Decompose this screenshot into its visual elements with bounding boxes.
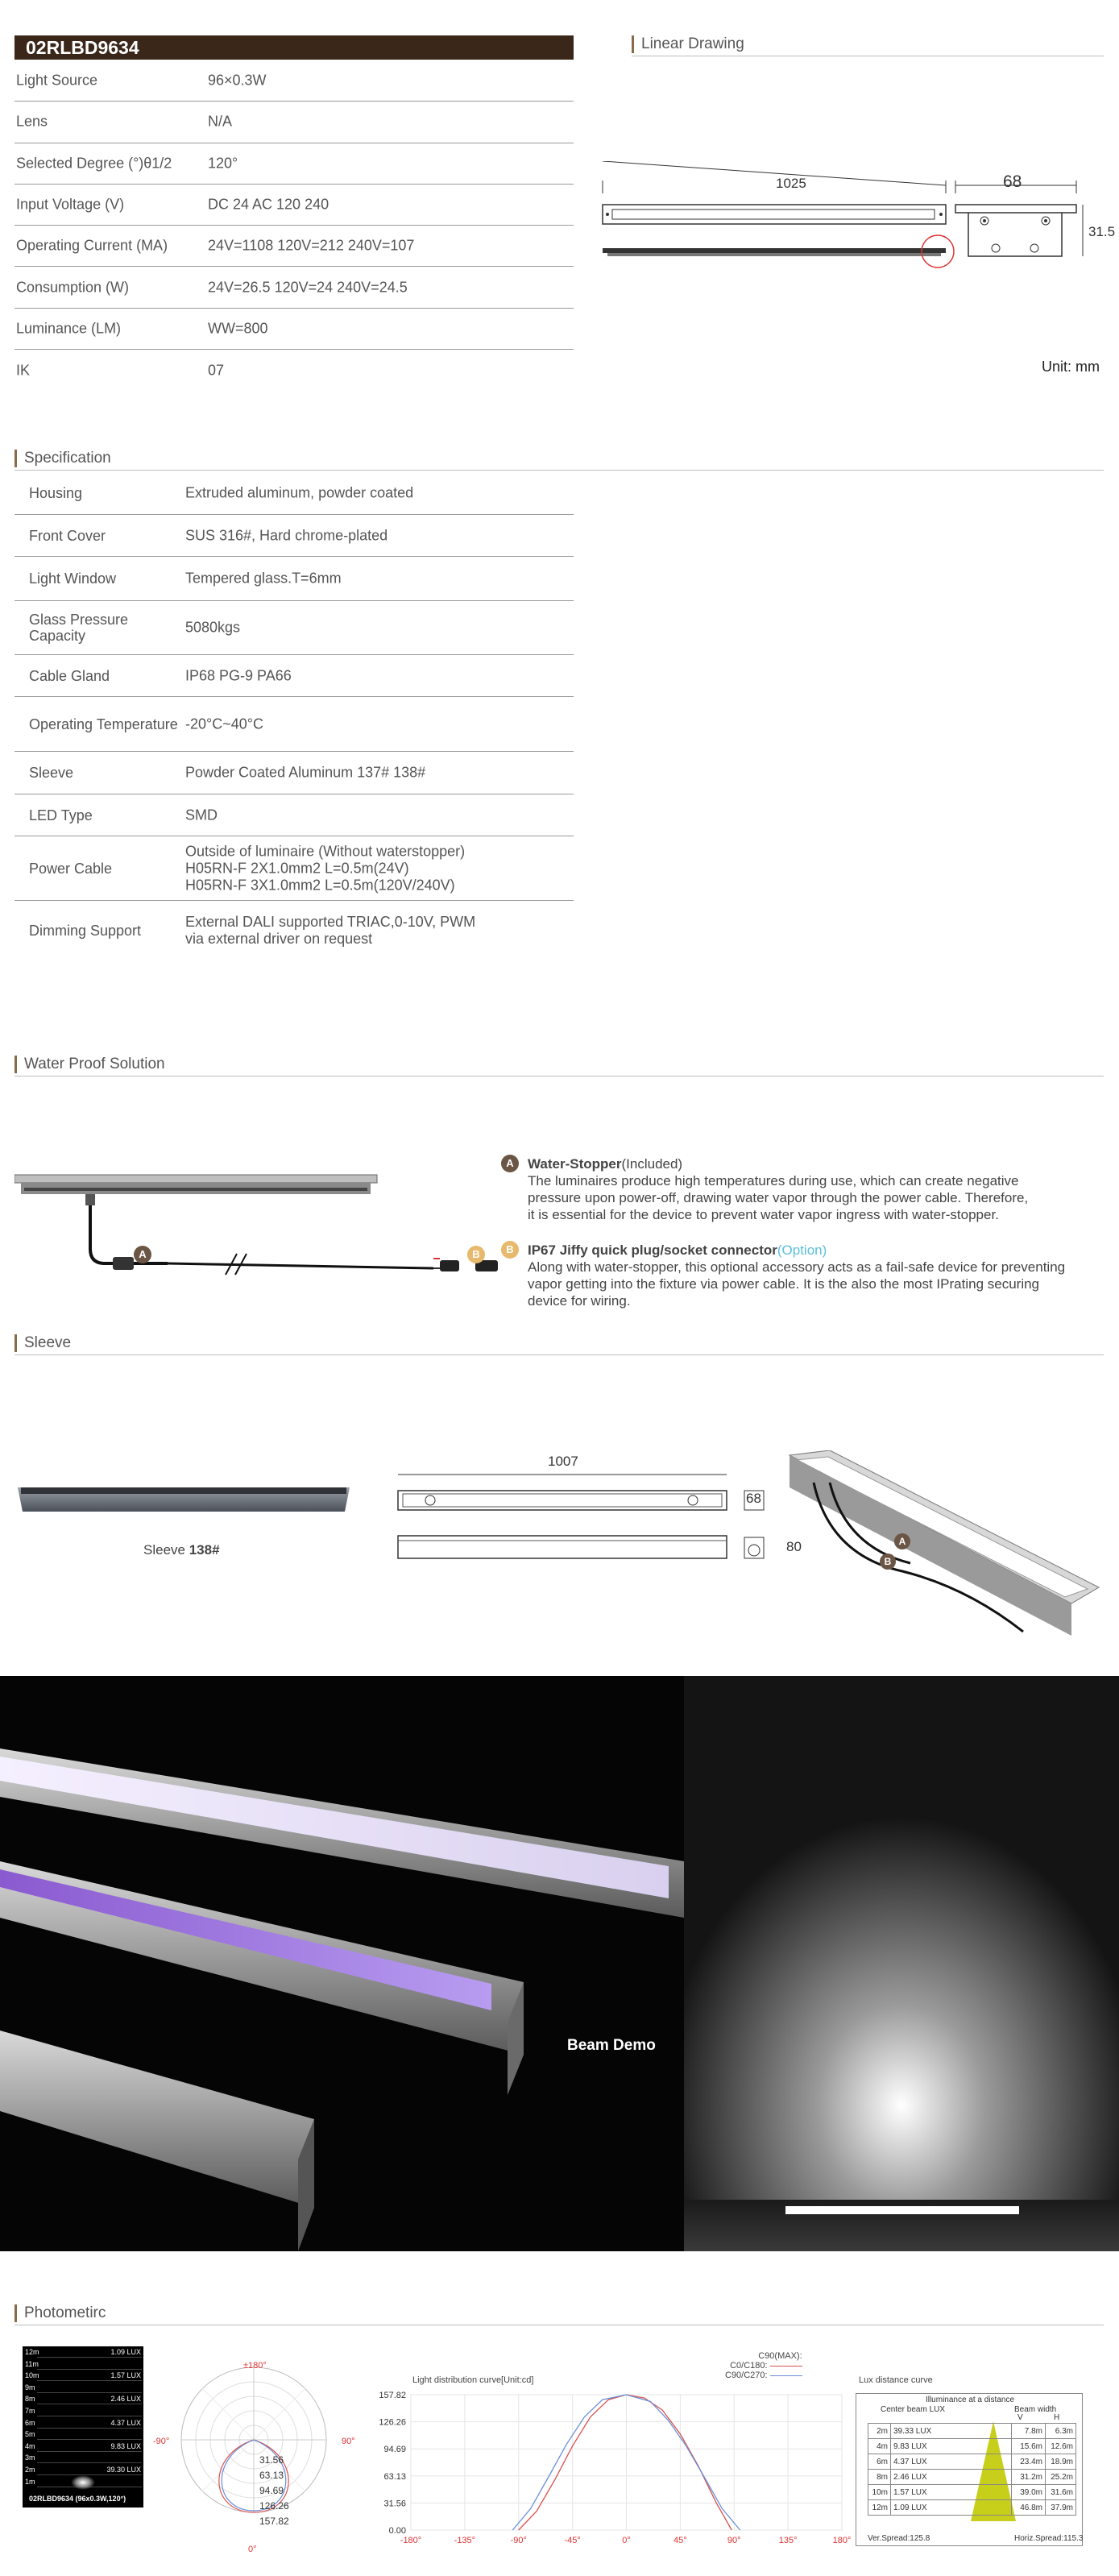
bar-lux: 2.46 LUX [110, 2395, 141, 2404]
lux-cell-h: 18.9m [1046, 2454, 1076, 2470]
chart-title: Light distribution curve[Unit:cd] [412, 2375, 534, 2385]
bar-lux: 4.37 LUX [110, 2418, 141, 2427]
specification-row [15, 794, 574, 836]
photometric-heading: Photometirc [15, 2301, 1104, 2325]
lux-cell-h: 25.2m [1046, 2470, 1076, 2485]
spec-row [15, 143, 574, 185]
polar-left: -90° [153, 2437, 170, 2446]
water-proof-diagram [15, 1168, 498, 1305]
spec-value: 120° [208, 155, 238, 172]
spec-value: N/A [208, 113, 233, 130]
bar-distance: 10m [25, 2371, 39, 2380]
y-tick-label: 94.69 [383, 2445, 406, 2455]
model-header [15, 35, 574, 60]
bar-lux: 1.09 LUX [110, 2348, 141, 2356]
lux-table-row [868, 2439, 1076, 2454]
spec-row [15, 102, 574, 143]
sleeve-photo [15, 1483, 353, 1523]
spec-value: 24V=26.5 120V=24 240V=24.5 [208, 279, 408, 296]
specification-row [15, 697, 574, 752]
polar-ring-label: 31.56 [259, 2454, 284, 2466]
x-tick-label: 90° [727, 2536, 741, 2545]
bar-distance: 3m [25, 2454, 35, 2462]
x-tick-label: 180° [832, 2536, 852, 2545]
lux-cell-lux: 1.09 LUX [891, 2500, 1012, 2516]
light-distribution-chart [371, 2385, 854, 2562]
badge-b: B [501, 1241, 519, 1259]
spec-label: Consumption (W) [16, 279, 130, 296]
specification-row [15, 557, 574, 601]
badge-b-diagram: B [467, 1246, 485, 1263]
connector-text: IP67 Jiffy quick plug/socket connector(Option) Along with water-stopper, this optional accessory acts as a fail-safe device for preventing vapor getting into the fixture via power cable. It is the also the most IPrating securing device for wiring. [528, 1242, 1066, 1309]
lux-cell-v: 23.4m [1012, 2454, 1046, 2470]
lux-table-row [868, 2500, 1076, 2516]
badge-a: A [501, 1155, 519, 1172]
specification-value: SMD [185, 807, 218, 823]
y-tick-label: 0.00 [388, 2526, 406, 2536]
lux-cell-v: 39.0m [1012, 2485, 1046, 2500]
x-tick-label: 135° [778, 2536, 798, 2545]
specification-value: -20°C~40°C [185, 716, 263, 732]
specification-label: Glass Pressure Capacity [29, 612, 129, 644]
lux-cell-lux: 4.37 LUX [891, 2454, 1012, 2470]
specification-row [15, 752, 574, 794]
lux-table-row [868, 2424, 1076, 2439]
bar-distance: 12m [25, 2348, 39, 2356]
spec-label: Lens [16, 113, 48, 130]
specification-value: External DALI supported TRIAC,0-10V, PWM via external driver on request [185, 914, 476, 947]
width-dim: 68 [1003, 172, 1022, 191]
sleeve-badge-a: A [894, 1533, 910, 1549]
x-tick-label: -45° [564, 2536, 581, 2545]
bar-distance: 6m [25, 2418, 35, 2427]
specification-row [15, 836, 574, 901]
specification-label: Dimming Support [29, 923, 142, 939]
lux-cell-d: 8m [868, 2470, 891, 2485]
specification-row [15, 901, 574, 960]
lux-cell-d: 10m [868, 2485, 891, 2500]
y-tick-label: 63.13 [383, 2471, 406, 2482]
specification-value: Extruded aluminum, powder coated [185, 484, 414, 500]
specification-row [15, 471, 574, 515]
lux-cell-lux: 9.83 LUX [891, 2439, 1012, 2454]
specification-label: Power Cable [29, 860, 113, 877]
y-tick-label: 157.82 [379, 2391, 406, 2400]
sleeve-drawing [395, 1466, 781, 1571]
beam-spot [71, 2475, 95, 2490]
specification-label: Light Window [29, 570, 117, 587]
specification-value: Tempered glass.T=6mm [185, 570, 342, 587]
height-dim: 31.5 [1088, 224, 1116, 239]
specification-value: SUS 316#, Hard chrome-plated [185, 527, 388, 543]
unit-label: Unit: mm [1042, 359, 1100, 375]
x-tick-label: -180° [400, 2536, 422, 2545]
polar-ring-label: 63.13 [259, 2470, 284, 2481]
lux-table-header: Illuminance at a distance [925, 2396, 1015, 2404]
sleeve-heading: Sleeve [15, 1331, 1104, 1355]
sleeve-height: 80 [786, 1539, 802, 1554]
lux-table-row [868, 2485, 1076, 2500]
lux-cell-h: 37.9m [1046, 2500, 1076, 2516]
sleeve-length: 1007 [548, 1454, 578, 1469]
specification-value: Outside of luminaire (Without waterstopper) H05RN-F 2X1.0mm2 L=0.5m(24V) H05RN-F 3X1.0mm2 L=0.5m(120V/240V) [185, 843, 466, 893]
spec-value: 07 [208, 362, 225, 379]
specification-label: Front Cover [29, 527, 106, 544]
bar-distance: 2m [25, 2466, 35, 2474]
lux-cell-lux: 39.33 LUX [891, 2424, 1012, 2439]
lux-h: H [1054, 2413, 1060, 2422]
legend-title: C90(MAX): [758, 2351, 802, 2361]
spec-value: DC 24 AC 120 240 [208, 196, 329, 213]
lux-cell-d: 6m [868, 2454, 891, 2470]
specification-label: LED Type [29, 807, 93, 823]
lux-cell-h: 31.6m [1046, 2485, 1076, 2500]
bar-lux: 9.83 LUX [110, 2441, 141, 2450]
spec-value: 96×0.3W [208, 72, 267, 89]
length-dim: 1025 [776, 176, 806, 191]
bar-distance: 5m [25, 2430, 35, 2439]
lux-cell-lux: 2.46 LUX [891, 2470, 1012, 2485]
lux-table-row [868, 2470, 1076, 2485]
specification-value: IP68 PG-9 PA66 [185, 667, 292, 683]
lux-cell-v: 31.2m [1012, 2470, 1046, 2485]
specification-value: Powder Coated Aluminum 137# 138# [185, 764, 426, 781]
spec-row [15, 226, 574, 267]
spec-row [15, 350, 574, 391]
x-tick-label: -90° [510, 2536, 527, 2545]
bar-lux: 39.30 LUX [106, 2466, 141, 2474]
bar-distance: 11m [25, 2359, 39, 2368]
lux-table-row [868, 2454, 1076, 2470]
specification-heading: Specification [15, 446, 1104, 471]
spec-row [15, 60, 574, 102]
model-number: 02RLBD9634 [26, 37, 139, 58]
polar-chart [161, 2353, 346, 2554]
beam-demo-label: Beam Demo [567, 2037, 656, 2054]
legend-c90: C90/C270: [725, 2371, 768, 2380]
spec-label: Light Source [16, 72, 98, 89]
polar-bottom: 0° [248, 2545, 257, 2554]
specification-value: 5080kgs [185, 619, 241, 636]
bar-distance: 4m [25, 2441, 35, 2450]
y-tick-label: 126.26 [379, 2417, 406, 2428]
lux-cell-v: 15.6m [1012, 2439, 1046, 2454]
lux-cell-d: 12m [868, 2500, 891, 2516]
hor-spread: Horiz.Spread:115.3 [1014, 2534, 1084, 2543]
lux-v: V [1017, 2413, 1023, 2422]
specification-label: Sleeve [29, 765, 74, 781]
polar-ring-label: 157.82 [259, 2516, 289, 2527]
bar-distance: 8m [25, 2395, 35, 2404]
spec-label: IK [16, 362, 31, 379]
spec-value: 24V=1108 120V=212 240V=107 [208, 237, 415, 254]
linear-drawing [596, 161, 1112, 290]
spec-row [15, 185, 574, 226]
ver-spread: Ver.Spread:125.8 [868, 2534, 930, 2543]
polar-right: 90° [342, 2437, 355, 2446]
bar-distance: 7m [25, 2407, 35, 2415]
spec-value: WW=800 [208, 320, 268, 337]
lux-cell-d: 2m [868, 2424, 891, 2439]
bar-distance: 9m [25, 2383, 35, 2391]
specification-row [15, 515, 574, 557]
badge-a-diagram: A [134, 1246, 151, 1263]
spec-label: Selected Degree (°)θ1/2 [16, 155, 172, 172]
linear-drawing-heading: Linear Drawing [632, 32, 1104, 56]
lux-cell-h: 12.6m [1046, 2439, 1076, 2454]
sleeve-badge-b: B [880, 1553, 896, 1570]
specification-row [15, 601, 574, 655]
chart-legend [725, 2351, 802, 2380]
lux-table-title: Lux distance curve [859, 2375, 933, 2385]
spec-label: Operating Current (MA) [16, 237, 168, 254]
water-stopper-text: Water-Stopper(Included) The luminaires produce high temperatures during use, which can create negative pressure upon power-off, drawing water vapor through the power cable. Therefore, it is essential for the device to prevent water vapor ingress with water-stopper. [528, 1156, 1029, 1222]
bar-caption: 02RLBD9634 (96x0.3W,120°) [29, 2495, 126, 2503]
lux-col2: Beam width [1014, 2405, 1057, 2414]
legend-c0: C0/C180: [730, 2361, 768, 2371]
polar-ring-label: 126.26 [259, 2500, 289, 2512]
spec-row [15, 268, 574, 309]
lux-bars-panel [23, 2346, 143, 2508]
lux-cell-v: 7.8m [1012, 2424, 1046, 2439]
polar-top: ±180° [243, 2361, 267, 2371]
series-line-0 [519, 2395, 732, 2530]
spec-label: Luminance (LM) [16, 320, 122, 337]
bar-lux: 1.57 LUX [110, 2371, 141, 2380]
bar-distance: 1m [25, 2477, 35, 2486]
x-tick-label: 0° [622, 2536, 631, 2545]
water-proof-heading: Water Proof Solution [15, 1052, 1104, 1076]
lux-cell-h: 6.3m [1046, 2424, 1076, 2439]
sleeve-label: Sleeve 138# [143, 1542, 220, 1558]
sleeve-installation-render [781, 1450, 1104, 1644]
lux-cell-lux: 1.57 LUX [891, 2485, 1012, 2500]
spec-label: Input Voltage (V) [16, 196, 125, 213]
sleeve-width: 68 [746, 1491, 761, 1506]
specification-row [15, 655, 574, 697]
lux-cell-v: 46.8m [1012, 2500, 1046, 2516]
spec-row [15, 309, 574, 350]
polar-ring-label: 94.69 [259, 2485, 284, 2496]
specification-label: Housing [29, 484, 83, 501]
y-tick-label: 31.56 [383, 2499, 406, 2509]
lux-table [868, 2423, 1076, 2516]
lux-col1: Center beam LUX [881, 2405, 946, 2414]
lux-table-panel [856, 2393, 1083, 2546]
lux-cell-d: 4m [868, 2439, 891, 2454]
product-photo [0, 1676, 684, 2251]
specification-label: Cable Gland [29, 667, 110, 684]
x-tick-label: -135° [454, 2536, 476, 2545]
specification-label: Operating Temperature [29, 716, 178, 732]
beam-demo-photo [684, 1676, 1119, 2251]
x-tick-label: 45° [673, 2536, 687, 2545]
